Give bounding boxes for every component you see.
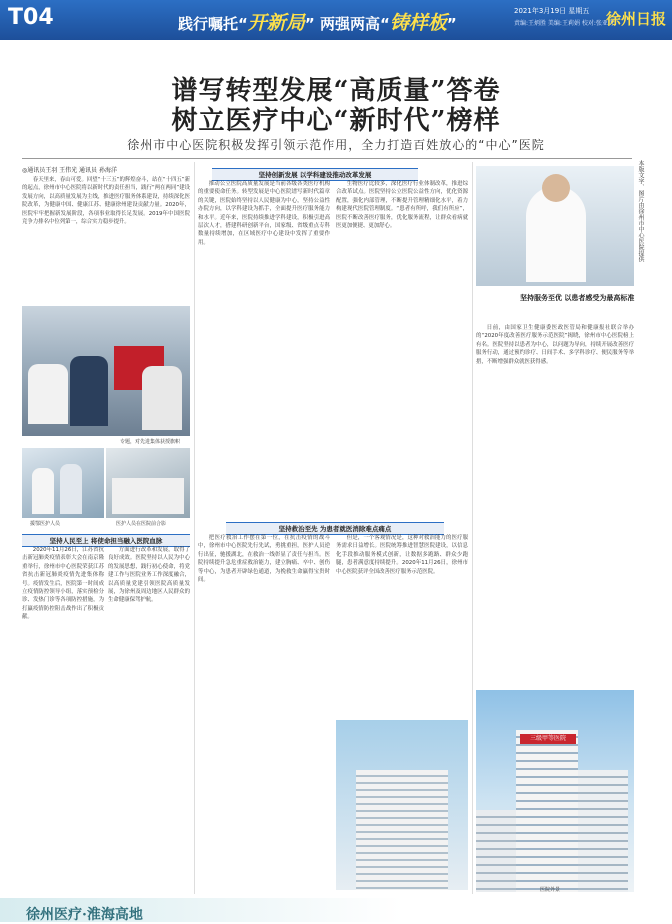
article-column-1 (22, 176, 190, 302)
page-number: T04 (8, 5, 54, 30)
byline: ◎通讯员王羽 王伟光 通讯员 孙海洋 (22, 167, 117, 174)
service-title-text: 坚持服务至优 以患者感受为最高标准 (520, 294, 635, 302)
article-column-4 (198, 534, 330, 894)
column-5-text: 但是，一个客观情况是，这种对救治能力的医疗服务需求日益增长。医院统筹推进智慧医院建设，以信息化手段推动服务模式创新，让数据多跑路、群众少跑腿，患者满意度持续提升。2020年11月26日，徐州市中心医院获评全国改善医疗服务示范医院。 (336, 535, 468, 575)
article-column-6 (476, 324, 634, 676)
award-ceremony-photo (22, 306, 190, 436)
doctor-photo (476, 166, 634, 286)
article-column-3 (336, 180, 468, 510)
hospital-campus-photo (336, 720, 468, 890)
photo-caption-4: 医院外景 (540, 887, 561, 893)
section-title-treatment: 坚持救治至先 为患者就医消除难点痛点 (226, 522, 444, 535)
headline-divider (22, 158, 632, 159)
column-1-text: 春天里来，春山可爱。回望“十三五”的辉煌奋斗，站在“十四五”新的起点，徐州市中心医院将以新时代的责任担当，践行“两在两同”建设发展方向，以高质量发展为主线，推进医疗服务体系建设，持续深化医院改革，为健康中国、健康江苏、健康徐州建设贡献力量。2020年，医院牢牢把握新发展阶段，各项事业取得长足发展。2019年中国医院竞争力排名中位列第一，综合实力稳步提升。 (22, 177, 190, 226)
column-7-text: 2020年11月26日，江苏省抗击新冠肺炎疫情表彰大会在南京隆重举行，徐州市中心医院荣获江苏省抗击新冠肺炎疫情先进集体称号。疫情发生后，医院第一时间成立疫情防控领导小组，落实预检分诊、发热门诊等各项防控措施，为打赢疫情防控阻击战作出了积极贡献。 (22, 547, 104, 621)
column-divider-2 (472, 162, 473, 894)
photo-caption-1: 专题，对先进集体获授旗帜 (120, 439, 181, 445)
column-3-text: 生物医疗比较多，深化医疗行业体制改革，推进综合改革试点。医院坚持公立医院公益性方向，优化资源配置，强化内部管理，不断提升管理精细化水平，着力构建现代医院管理制度。“患者有所呼，我们有所应”，医院不断改善医疗服务，优化服务流程，让群众看病就医更加便捷、更加舒心。 (336, 181, 468, 230)
footer-section-title: 徐州医疗·淮海高地 (26, 907, 143, 923)
hospital-sign: 三级甲等医院 (520, 734, 576, 744)
banner-slogan (178, 8, 457, 35)
photo-caption-2: 援鄂医护人员 (30, 521, 61, 527)
editors-line: 责编:王炳胜 美编:王莉娟 校对:张亚历 (514, 20, 614, 27)
slogan-part-2: ” 两强两高“ (304, 15, 390, 33)
sidebar-vertical-text: 本版文字、图片由徐州市中心医院提供 (637, 160, 644, 262)
article-column-7 (22, 546, 104, 892)
newspaper-name: 徐州日报 (606, 10, 667, 28)
right-sidebar (636, 160, 664, 262)
article-column-2 (198, 180, 330, 510)
group-photo (106, 448, 190, 518)
section-title-service (520, 292, 635, 304)
article-column-5 (336, 534, 468, 714)
slogan-highlight-2: 铸样板 (389, 12, 447, 34)
slogan-end: ” (446, 15, 457, 33)
headline-line-1: 谱写转型发展“高质量”答卷 (171, 76, 501, 106)
slogan-part-1: 践行嘱托“ (178, 15, 248, 33)
page-banner (0, 0, 672, 40)
section-title-people: 坚持人民至上 将使命担当融入医院血脉 (22, 534, 190, 547)
subheadline: 徐州市中心医院积极发挥引领示范作用，全力打造百姓放心的“中心”医院 (127, 138, 545, 152)
photo-caption-3: 医护人员在医院前合影 (116, 521, 167, 527)
slogan-highlight-1: 开新局 (247, 12, 305, 34)
headline-line-2: 树立医疗中心“新时代”榜样 (171, 106, 501, 136)
medical-team-photo (22, 448, 104, 518)
column-8-text: 方面进行改革和发展，取得了良好成效。医院坚持以人民为中心的发展思想，践行初心使命，将党建工作与医院业务工作深度融合，以高质量党建引领医院高质量发展，为徐州及周边地区人民群众的生命健康保驾护航。 (108, 547, 190, 604)
hospital-building-photo (476, 690, 634, 892)
column-divider-1 (194, 162, 195, 894)
section-title-innovation: 坚持创新发展 以学科建设推动改革发展 (212, 168, 418, 181)
issue-date: 2021年3月19日 星期五 (514, 7, 590, 15)
column-4-text: 把医疗救治工作摆在第一位，在抗击疫情的战斗中，徐州市中心医院先行先试，勇挑重担，医护人员逆行出征，驰援湖北，在救治一线彰显了责任与担当。医院持续提升急危重症救治能力，建立胸痛、卒中、创伤等中心，为患者开辟绿色通道，为挽救生命赢得宝贵时间。 (198, 535, 330, 584)
article-column-8 (108, 546, 190, 892)
column-6-text: 日前，由国家卫生健康委医政医管局和健康报社联合举办的“2020年度改善医疗服务示范医院”揭晓，徐州市中心医院榜上有名。医院坚持以患者为中心，以问题为导向，持续开展改善医疗服务行动，通过预约诊疗、日间手术、多学科诊疗、便民服务等举措，不断增强群众就医获得感。 (476, 325, 634, 365)
column-2-text: 推动公立医院高质量发展是当前各级各类医疗机构的重要使命任务。转型发展是中心医院谱写新时代篇章的关键，医院始终坚持以人民健康为中心，坚持公益性办院方向，以学科建设为抓手，全面提升医疗服务能力和水平。近年来，医院持续推进学科建设，积极引进高层次人才，搭建科研创新平台，国家级、省级重点专科数量持续增加，在区域医疗中心建设中发挥了重要作用。 (198, 181, 330, 246)
